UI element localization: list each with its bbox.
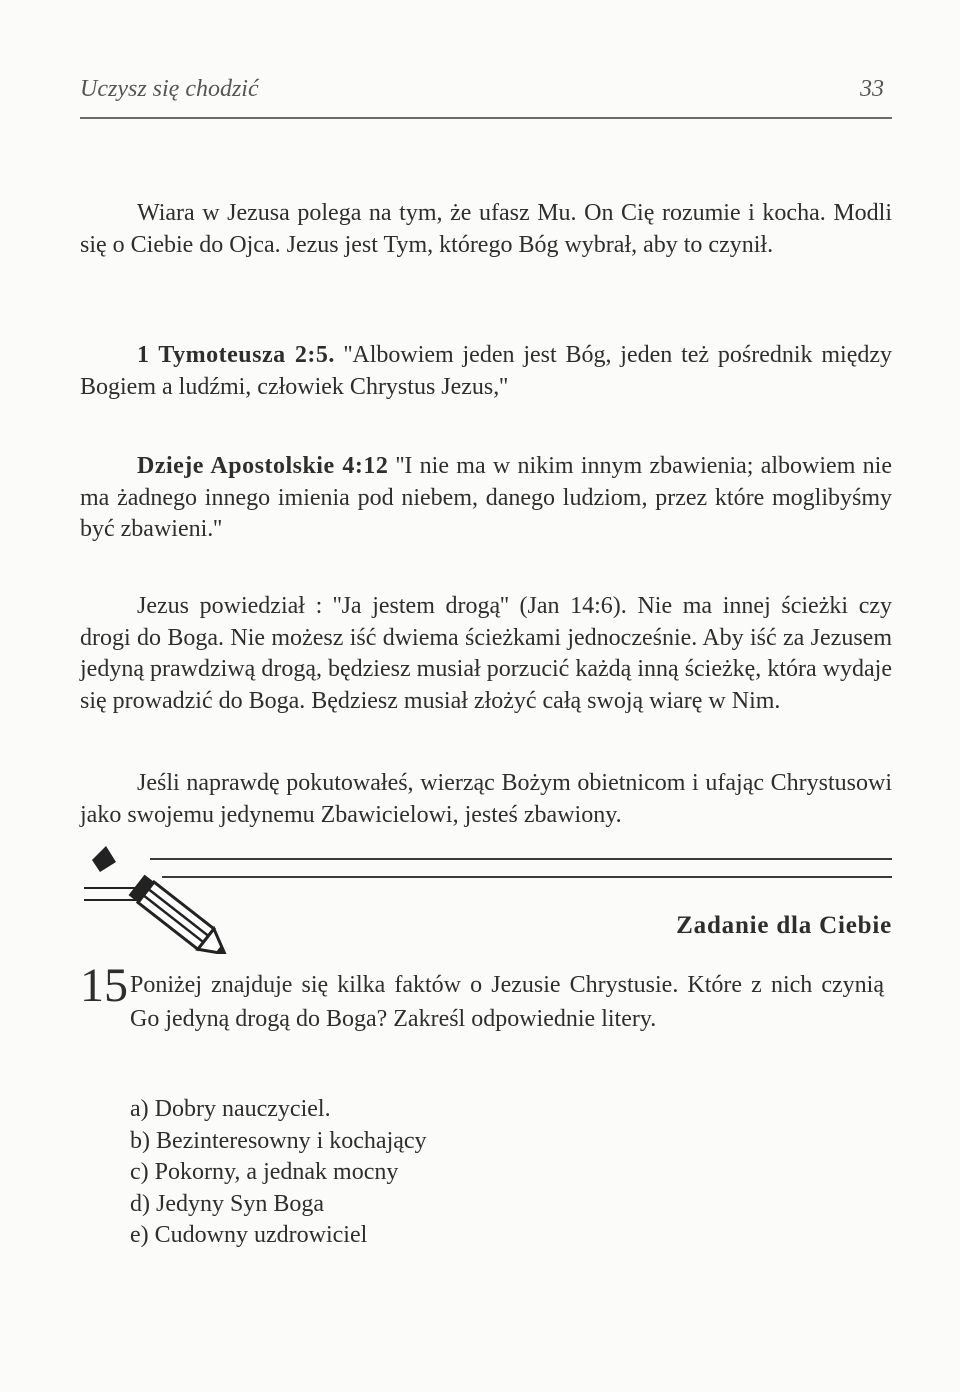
answer-options <box>130 1094 427 1252</box>
option-e[interactable]: e) Cudowny uzdrowiciel <box>130 1222 368 1248</box>
page-number: 33 <box>860 76 884 102</box>
option-d[interactable]: d) Jedyny Syn Boga <box>130 1190 324 1217</box>
task-heading: Zadanie dla Ciebie <box>676 912 892 939</box>
paragraph-faith: Wiara w Jezusa polega na tym, że ufasz Mu. On Cię rozumie i kocha. Modli się o Ciebie do Ojca. Jezus jest Tym, którego Bóg wybrał, aby to czynił. <box>80 200 892 258</box>
paragraph-timothy <box>80 340 892 403</box>
option-a[interactable]: a) Dobry nauczyciel. <box>130 1096 331 1122</box>
paragraph-only-way: Jezus powiedział : ''Ja jestem drogą'' (Jan 14:6). Nie ma innej ścieżki czy drogi do Boga. Nie możesz iść dwiema ścieżkami jednocześnie. Aby iść za Jezusem jedyną prawdziwą drogą, będziesz musiał porzucić każdą inną ścieżkę, która wydaje się prowadzić do Boga. Będziesz musiał złożyć całą swoją wiarę w Nim. <box>80 593 892 714</box>
task-number: 15 <box>80 959 128 1012</box>
running-title: Uczysz się chodzić <box>80 76 259 102</box>
task-divider-rule <box>150 858 892 860</box>
page-header <box>80 76 884 116</box>
scripture-reference: Dzieje Apostolskie 4:12 <box>137 453 389 479</box>
task-divider-rule <box>162 876 892 878</box>
paragraph-saved: Jeśli naprawdę pokutowałeś, wierząc Bożym obietnicom i ufając Chrystusowi jako swojemu jedynemu Zbawicielowi, jesteś zbawiony. <box>80 770 892 828</box>
header-rule <box>80 117 892 119</box>
paragraph-acts <box>80 451 892 546</box>
option-b[interactable]: b) Bezinteresowny i kochający <box>130 1127 427 1154</box>
task-instruction: Poniżej znajduje się kilka faktów o Jezusie Chrystusie. Które z nich czynią Go jedyną drogą do Boga? Zakreśl odpowiednie litery. <box>130 972 884 1032</box>
option-c[interactable]: c) Pokorny, a jednak mocny <box>130 1159 399 1185</box>
scripture-quote: ''I nie ma w nikim innym zbawienia; albowiem nie ma żadnego innego imienia pod niebem, danego ludziom, przez które moglibyśmy być zbawieni.'' <box>80 453 893 542</box>
scripture-reference: 1 Tymoteusza 2:5. <box>137 342 335 368</box>
scripture-quote: ''Albowiem jeden jest Bóg, jeden też pośrednik między Bogiem a ludźmi, człowiek Chrystus Jezus,'' <box>80 342 892 400</box>
